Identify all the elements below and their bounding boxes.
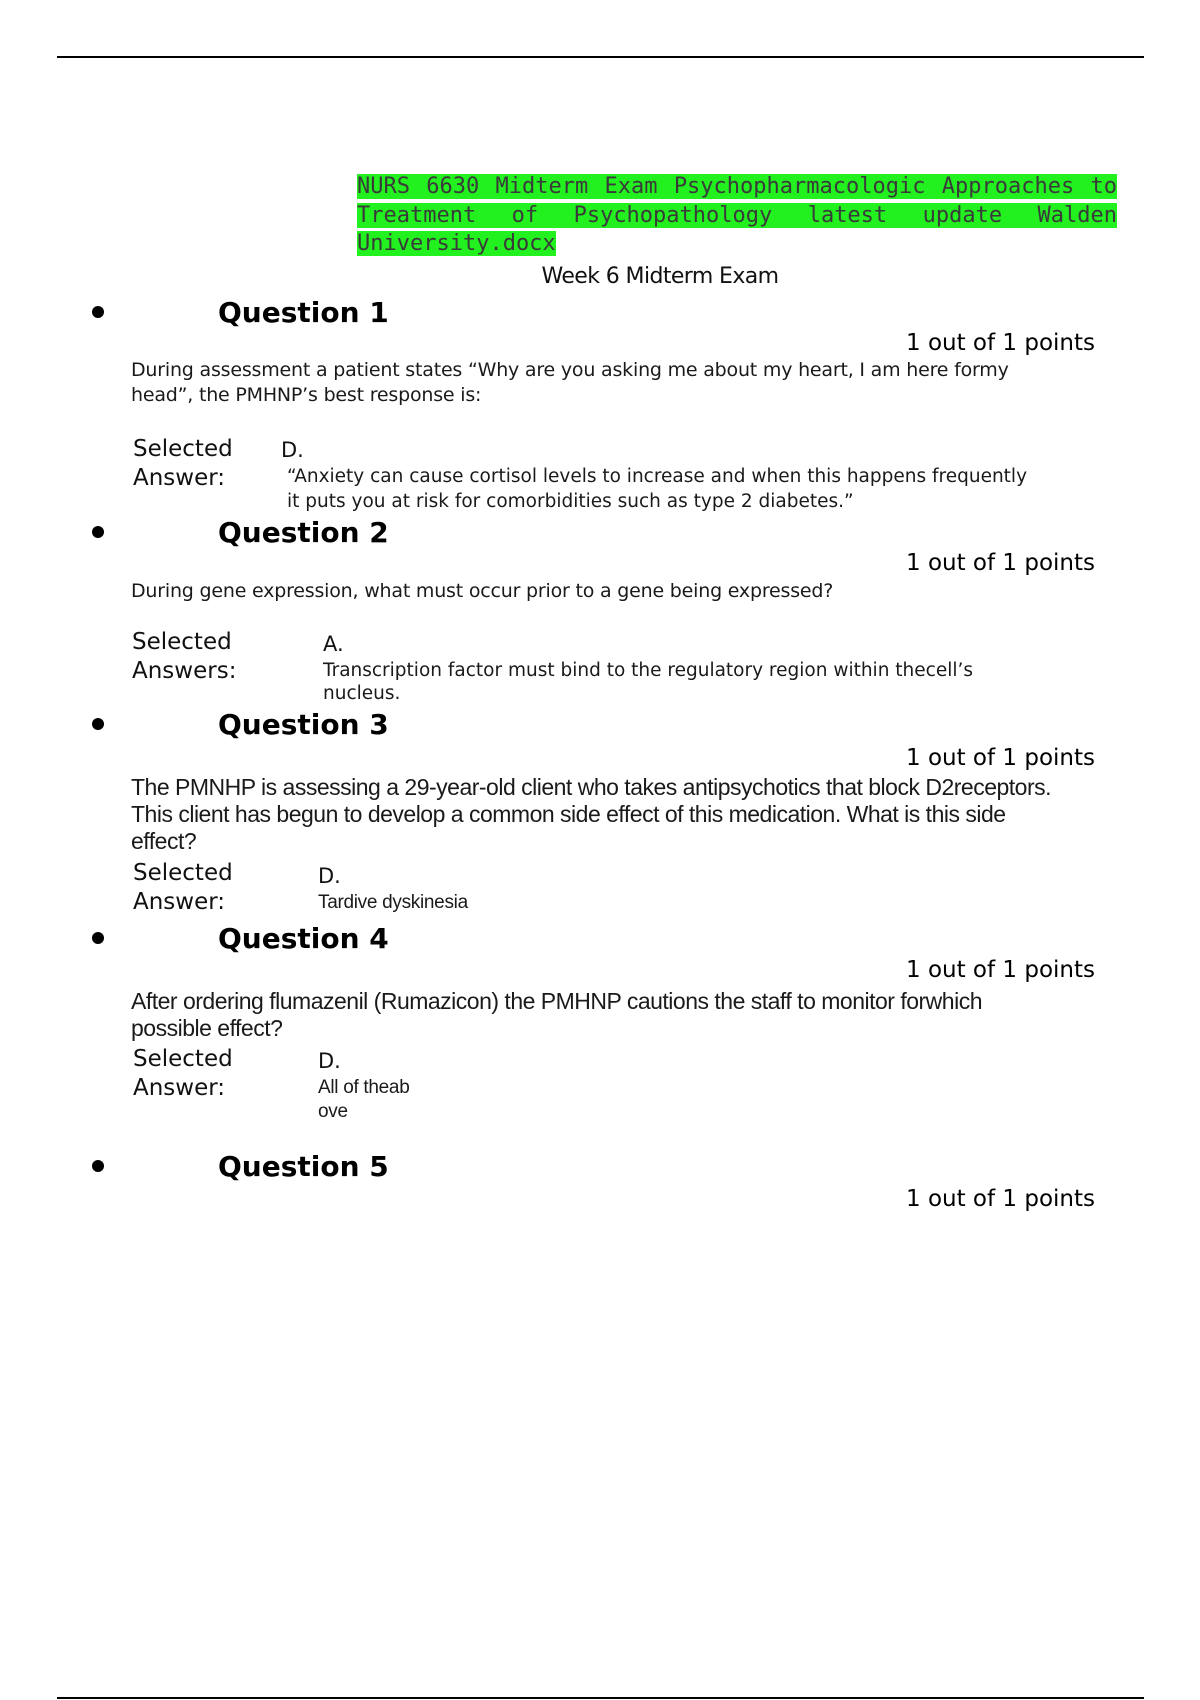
document-title-highlight: NURS 6630 Midterm Exam Psychopharmacologic Approaches to Treatment of Psychopathology latest update Walden University.docx	[357, 174, 1117, 256]
question-2-text: During gene expression, what must occur prior to a gene being expressed?	[131, 580, 834, 602]
question-5-points: 1 out of 1 points	[906, 1186, 1095, 1212]
question-1-answer-letter: D.	[281, 438, 304, 462]
question-2-answer-text: Transcription factor must bind to the regulatory region within thecell’s nucleus.	[323, 660, 974, 704]
question-3-answer-text: Tardive dyskinesia	[318, 892, 468, 913]
question-3-selected-label: Selected Answer:	[133, 860, 233, 915]
bullet-icon	[92, 526, 104, 538]
question-3-text: The PMNHP is assessing a 29-year-old client who takes antipsychotics that block D2receptors. This client has begun to develop a common side effect of this medication. What is this side effect?	[131, 774, 1052, 854]
question-1-selected-label: Selected Answer:	[133, 436, 233, 491]
question-4-text: After ordering flumazenil (Rumazicon) the PMHNP cautions the staff to monitor forwhich possible effect?	[131, 988, 982, 1041]
bullet-icon	[92, 718, 104, 730]
question-2-title: Question 2	[218, 516, 389, 549]
question-1-points: 1 out of 1 points	[906, 330, 1095, 356]
document-title	[357, 173, 1117, 259]
question-4-selected-label: Selected Answer:	[133, 1046, 233, 1101]
question-3-header	[0, 708, 1200, 748]
question-5-header	[0, 1150, 1200, 1190]
question-2-points: 1 out of 1 points	[906, 550, 1095, 576]
question-4-header	[0, 922, 1200, 962]
question-5-title: Question 5	[218, 1150, 389, 1183]
question-3-points: 1 out of 1 points	[906, 745, 1095, 771]
bullet-icon	[92, 1160, 104, 1172]
question-4-points: 1 out of 1 points	[906, 957, 1095, 983]
question-1-text: During assessment a patient states “Why are you asking me about my heart, I am here formy head”, the PMHNP’s best response is:	[131, 359, 1009, 406]
bullet-icon	[92, 306, 104, 318]
question-4-answer-text: All of theabove	[318, 1077, 410, 1122]
question-1-answer-text: “Anxiety can cause cortisol levels to increase and when this happens frequently it puts you at risk for comorbidities such as type 2 diabetes.”	[287, 466, 1028, 512]
question-1-title: Question 1	[218, 296, 389, 329]
question-3-answer-letter: D.	[318, 864, 341, 888]
question-3-title: Question 3	[218, 708, 389, 741]
bottom-rule	[57, 1697, 1144, 1699]
exam-subtitle: Week 6 Midterm Exam	[541, 264, 779, 289]
top-rule	[57, 56, 1144, 58]
question-4-answer-letter: D.	[318, 1049, 341, 1073]
question-4-title: Question 4	[218, 922, 389, 955]
question-2-answer-letter: A.	[323, 632, 344, 656]
bullet-icon	[92, 932, 104, 944]
question-2-selected-label: Selected Answers:	[132, 629, 237, 684]
